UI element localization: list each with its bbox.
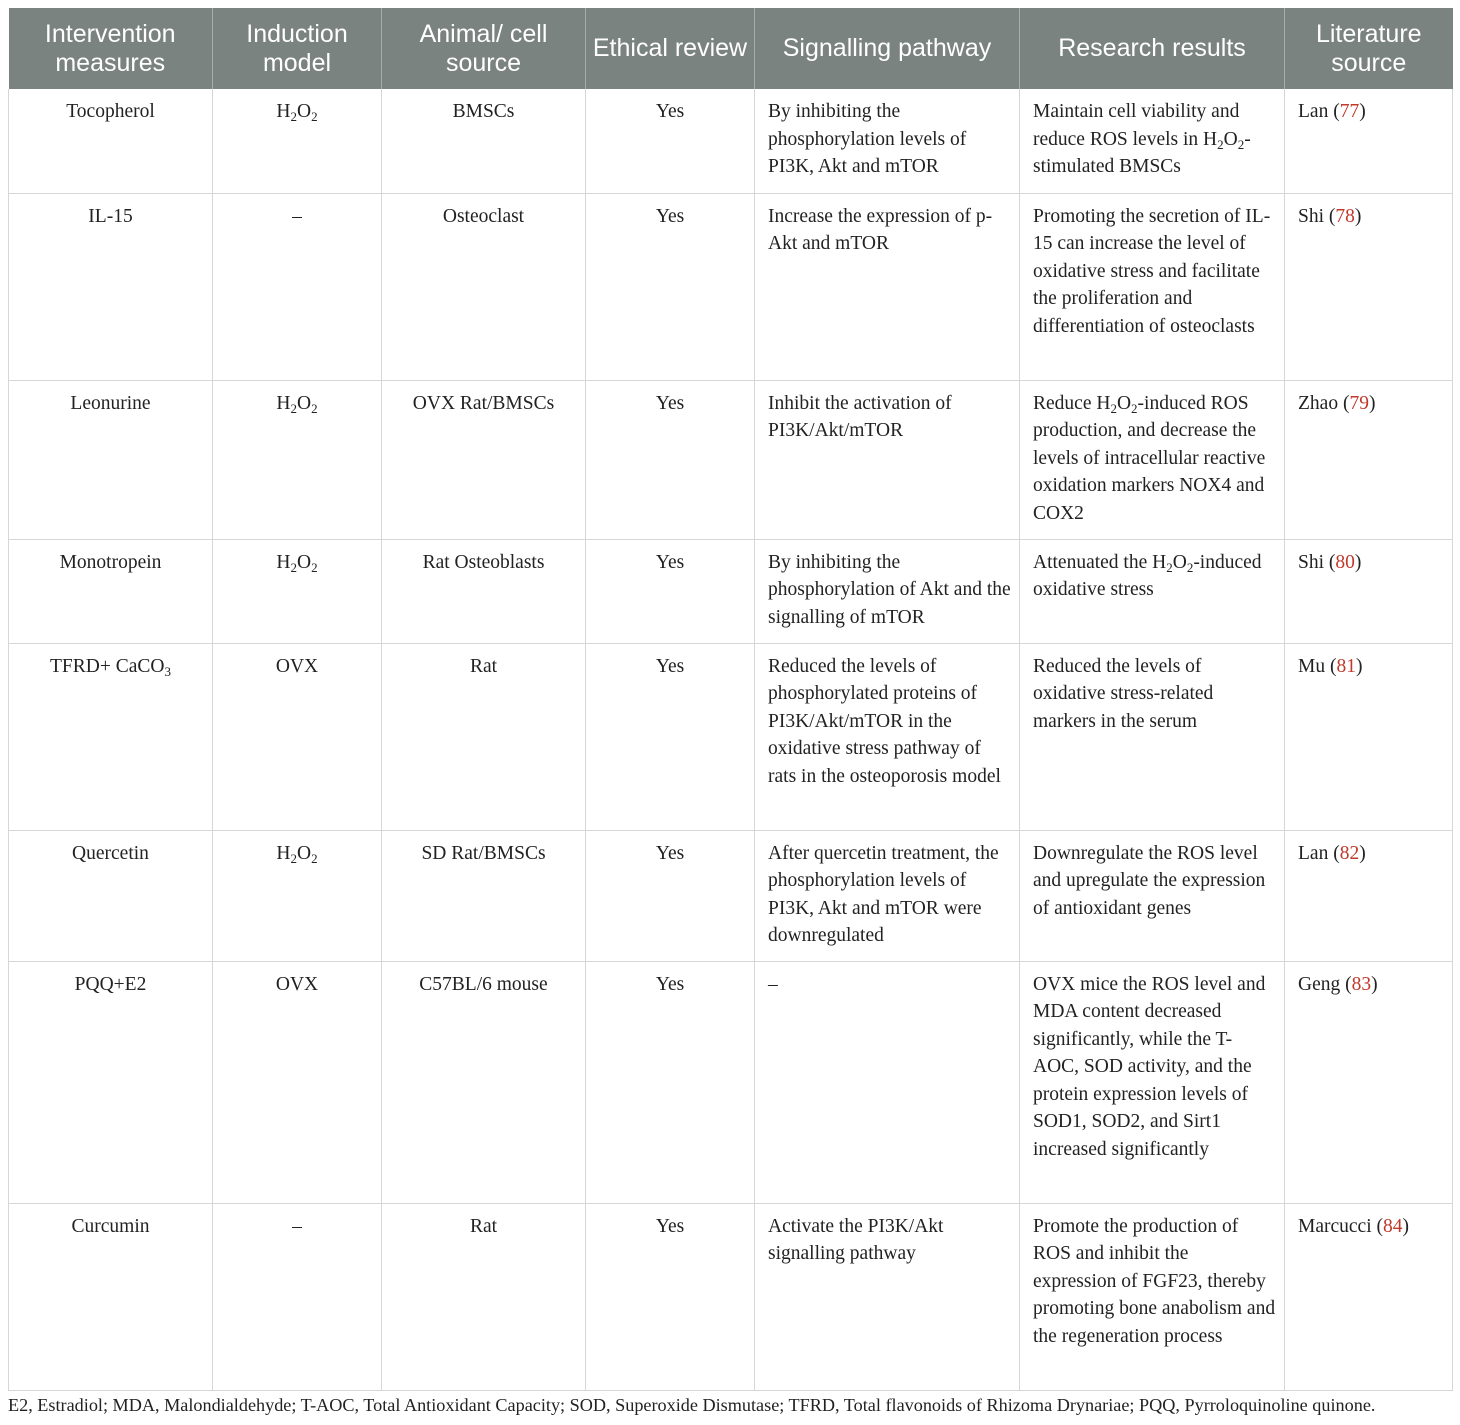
cell-intervention: IL-15 [9,193,213,380]
cell-literature: Mu (81) [1285,643,1453,830]
cell-pathway: By inhibiting the phosphorylation levels of PI3K, Akt and mTOR [755,89,1020,193]
table-row [9,830,1453,961]
cell-source: Rat Osteoblasts [382,539,586,643]
cell-literature: Shi (80) [1285,539,1453,643]
cell-source: Rat [382,1203,586,1390]
table-row [9,539,1453,643]
cell-pathway: Reduced the levels of phosphorylated proteins of PI3K/Akt/mTOR in the oxidative stress pathway of rats in the osteoporosis model [755,643,1020,830]
cell-source: Rat [382,643,586,830]
cell-ethical: Yes [586,89,755,193]
cell-ethical: Yes [586,539,755,643]
cell-induction: – [213,193,382,380]
literature-author: Mu [1298,655,1326,677]
cell-source: Osteoclast [382,193,586,380]
cell-pathway: By inhibiting the phosphorylation of Akt and the signalling of mTOR [755,539,1020,643]
cell-intervention: Quercetin [9,830,213,961]
table-container [8,8,1452,1391]
cell-intervention: Monotropein [9,539,213,643]
cell-intervention: TFRD+ CaCO$_3$ [9,643,213,830]
reference-link[interactable]: 78 [1335,205,1355,227]
data-table [8,8,1453,1391]
cell-induction: $H_2O_2$ [213,539,382,643]
cell-pathway: After quercetin treatment, the phosphorylation levels of PI3K, Akt and mTOR were downregulated [755,830,1020,961]
header-literature: Literature source [1285,8,1453,89]
cell-induction: $H_2O_2$ [213,830,382,961]
cell-literature: Shi (78) [1285,193,1453,380]
cell-pathway: Increase the expression of p-Akt and mTOR [755,193,1020,380]
reference-link[interactable]: 81 [1336,655,1356,677]
cell-results: Maintain cell viability and reduce ROS levels in $H_2O_2$-stimulated BMSCs [1020,89,1285,193]
cell-source: C57BL/6 mouse [382,961,586,1203]
cell-intervention: Leonurine [9,380,213,539]
cell-intervention: Curcumin [9,1203,213,1390]
literature-author: Marcucci [1298,1215,1372,1237]
cell-ethical: Yes [586,961,755,1203]
table-row [9,380,1453,539]
cell-results: Promote the production of ROS and inhibit the expression of FGF23, thereby promoting bone anabolism and the regeneration process [1020,1203,1285,1390]
header-pathway: Signalling pathway [755,8,1020,89]
cell-literature: Zhao (79) [1285,380,1453,539]
cell-intervention: PQQ+E2 [9,961,213,1203]
cell-induction: – [213,1203,382,1390]
cell-induction: OVX [213,961,382,1203]
cell-literature: Geng (83) [1285,961,1453,1203]
table-row [9,643,1453,830]
cell-results: Downregulate the ROS level and upregulate the expression of antioxidant genes [1020,830,1285,961]
cell-source: SD Rat/BMSCs [382,830,586,961]
cell-pathway: Inhibit the activation of PI3K/Akt/mTOR [755,380,1020,539]
cell-results: Reduced the levels of oxidative stress-related markers in the serum [1020,643,1285,830]
table-row [9,961,1453,1203]
cell-ethical: Yes [586,830,755,961]
reference-link[interactable]: 79 [1349,392,1369,414]
header-induction: Induction model [213,8,382,89]
cell-literature: Lan (82) [1285,830,1453,961]
reference-link[interactable]: 82 [1339,842,1360,864]
header-row [9,8,1453,89]
reference-link[interactable]: 77 [1339,101,1360,122]
header-ethical: Ethical review [586,8,755,89]
reference-link[interactable]: 84 [1383,1215,1403,1237]
literature-author: Zhao [1298,392,1339,414]
cell-ethical: Yes [586,1203,755,1390]
cell-source: BMSCs [382,89,586,193]
literature-author: Shi [1298,205,1325,227]
cell-literature: Lan (77) [1285,89,1453,193]
literature-author: Lan [1298,101,1329,122]
table-row [9,1203,1453,1390]
table-row [9,193,1453,380]
header-results: Research results [1020,8,1285,89]
reference-link[interactable]: 80 [1335,551,1355,573]
cell-induction: OVX [213,643,382,830]
cell-ethical: Yes [586,643,755,830]
cell-ethical: Yes [586,193,755,380]
literature-author: Lan [1298,842,1329,864]
literature-author: Shi [1298,551,1325,573]
cell-induction: $H_2O_2$ [213,89,382,193]
literature-author: Geng [1298,973,1341,995]
cell-induction: $H_2O_2$ [213,380,382,539]
table-footnote: E2, Estradiol; MDA, Malondialdehyde; T-AOC, Total Antioxidant Capacity; SOD, Superoxide Dismutase; TFRD, Total flavonoids of Rhizoma Drynariae; PQQ, Pyrroloquinoline quinone. [8,1395,1376,1415]
cell-results: OVX mice the ROS level and MDA content decreased significantly, while the T-AOC, SOD activity, and the protein expression levels of SOD1, SOD2, and Sirt1 increased significantly [1020,961,1285,1203]
cell-ethical: Yes [586,380,755,539]
cell-results: Reduce $H_2O_2$-induced ROS production, and decrease the levels of intracellular reactive oxidation markers NOX4 and COX2 [1020,380,1285,539]
cell-results: Promoting the secretion of IL-15 can increase the level of oxidative stress and facilitate the proliferation and differentiation of osteoclasts [1020,193,1285,380]
table-row [9,89,1453,193]
cell-literature: Marcucci (84) [1285,1203,1453,1390]
header-source: Animal/ cell source [382,8,586,89]
cell-pathway: – [755,961,1020,1203]
header-intervention: Intervention measures [9,8,213,89]
cell-source: OVX Rat/BMSCs [382,380,586,539]
cell-results: Attenuated the $H_2O_2$-induced oxidative stress [1020,539,1285,643]
cell-intervention: Tocopherol [9,89,213,193]
cell-pathway: Activate the PI3K/Akt signalling pathway [755,1203,1020,1390]
reference-link[interactable]: 83 [1351,973,1372,995]
